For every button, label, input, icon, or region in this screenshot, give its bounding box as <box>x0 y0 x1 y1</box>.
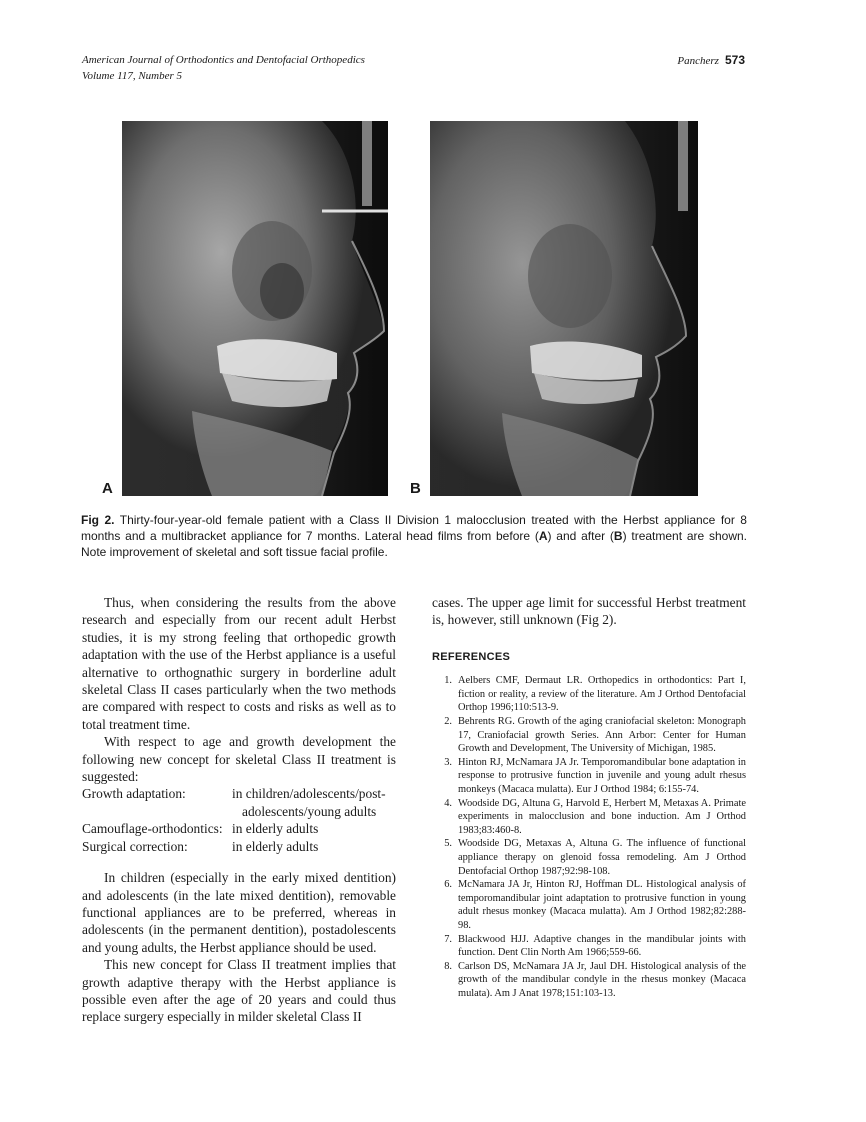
concept-value-line: in children/adolescents/post- <box>232 786 386 802</box>
cephalogram-after <box>430 121 698 496</box>
right-column <box>432 594 746 1000</box>
paragraph-1: Thus, when considering the results from the above research and especially from our recent adult Herbst studies, it is my strong feeling that orthopedic growth adaptation with the use of the Herbst appliance is a useful alternative to orthognathic surgery in borderline adult skeletal Class II cases particularly when the two methods are compared with respect to costs and risks as well as to total treatment time. <box>82 595 396 732</box>
concept-value-line: adolescents/young adults <box>242 803 377 819</box>
author-name: Pancherz <box>677 55 719 67</box>
reference-item <box>432 797 746 838</box>
concept-row <box>82 785 396 820</box>
cephalogram-after-image <box>430 121 698 496</box>
reference-number: 7. <box>444 933 452 945</box>
reference-text: Carlson DS, McNamara JA Jr, Jaul DH. Histological analysis of the growth of the mandibular condyle in the rhesus monkey (Macaca mulata). Am J Anat 1978;151:103-13. <box>458 960 746 999</box>
reference-number: 2. <box>444 716 452 727</box>
reference-text: Hinton RJ, McNamara JA Jr. Temporomandibular bone adaptation in response to protrusive function in juvenile and young adult rhesus monkeys (Macaca mulatta). Eur J Orthod 1984; 6:155-74. <box>458 756 746 795</box>
concept-label: Surgical correction: <box>82 838 188 854</box>
references-list <box>432 674 746 1000</box>
left-column <box>82 594 396 1026</box>
running-header-left <box>82 52 365 84</box>
concept-row <box>82 820 396 837</box>
reference-text: Aelbers CMF, Dermaut LR. Orthopedics in orthodontics: Part I, fiction or reality, a review of the literature. Am J Orthod Dentofacial Orthop 1996;110:513-9. <box>458 675 746 714</box>
reference-text: McNamara JA Jr, Hinton RJ, Hoffman DL. Histological analysis of temporomandibular joint adaptation to protrusive function in young adult rhesus monkey (Macaca mulatta). Am J Orthod 1982;82:288-98. <box>458 879 746 931</box>
journal-name: American Journal of Orthodontics and Dentofacial Orthopedics <box>82 54 365 66</box>
concept-value <box>232 785 396 820</box>
reference-number: 5. <box>444 838 452 850</box>
caption-label: Fig 2. <box>81 513 115 527</box>
page-number: 573 <box>724 53 745 67</box>
running-header-right <box>677 52 745 69</box>
reference-text: Blackwood HJJ. Adaptive changes in the mandibular joints with function. Dent Clin North Am 1966;559-66. <box>458 933 746 959</box>
reference-number: 6. <box>444 879 452 891</box>
caption-ref-b: B <box>613 529 623 543</box>
panel-label-b: B <box>410 480 421 497</box>
paragraph-3: In children (especially in the early mixed dentition) and adolescents (in the late mixed dentition), removable functional appliances are to be preferred, whereas in adolescents (in the permanent dentition), postadolescents and young adults, the Herbst appliance should be used. <box>82 870 396 955</box>
paragraph-4: This new concept for Class II treatment implies that growth adaptive therapy with the Herbst appliance is possible even after the age of 20 years and could thus replace surgery especially in milder skeletal Class II <box>82 957 396 1025</box>
cephalogram-before <box>122 121 388 496</box>
cephalogram-before-image <box>122 121 388 496</box>
treatment-concept-table <box>82 785 396 855</box>
reference-item <box>432 715 746 756</box>
reference-item <box>432 960 746 1001</box>
paragraph-2: With respect to age and growth development the following new concept for skeletal Class II treatment is suggested: <box>82 734 396 785</box>
concept-row <box>82 838 396 855</box>
references-heading: REFERENCES <box>432 650 511 663</box>
journal-volume: Volume 117, Number 5 <box>82 70 183 82</box>
reference-number: 4. <box>444 797 452 809</box>
caption-text-3: ) treatment are shown. Note improvement of skeletal and soft tissue facial profile. <box>81 529 748 559</box>
reference-item <box>432 837 746 878</box>
figure-caption <box>81 512 747 560</box>
caption-text-2: ) and after ( <box>547 529 614 543</box>
reference-item <box>432 933 746 960</box>
concept-label: Growth adaptation: <box>82 786 186 802</box>
reference-item <box>432 756 746 797</box>
reference-text: Behrents RG. Growth of the aging craniofacial skeleton: Monograph 17, Craniofacial growth Series. Ann Arbor: Center for Human Growth and Development, The University of Michigan, 1985. <box>458 716 746 755</box>
caption-ref-a: A <box>538 529 548 543</box>
reference-number: 8. <box>444 960 452 972</box>
reference-item <box>432 674 746 715</box>
reference-item <box>432 878 746 932</box>
concept-label: Camouflage-orthodontics: <box>82 821 223 837</box>
reference-text: Woodside DG, Metaxas A, Altuna G. The influence of functional appliance therapy on glenoid fossa remodeling. Am J Orthod Dentofacial Orthop 1987;92:98-108. <box>458 838 746 877</box>
reference-text: Woodside DG, Altuna G, Harvold E, Herbert M, Metaxas A. Primate experiments in malocclusion and bone induction. Am J Orthod 1983;83:460-8. <box>458 797 746 836</box>
paragraph-4-continued: cases. The upper age limit for successful Herbst treatment is, however, still unknown (Fig 2). <box>432 595 746 628</box>
caption-text-1: Thirty-four-year-old female patient with a Class II Division 1 malocclusion treated with the Herbst appliance for 8 months and a multibracket appliance for 7 months. Lateral head films from before ( <box>81 513 747 543</box>
panel-label-a: A <box>102 480 113 497</box>
reference-number: 3. <box>444 756 452 768</box>
concept-value: in elderly adults <box>232 821 319 837</box>
reference-number: 1. <box>444 675 452 687</box>
concept-value: in elderly adults <box>232 838 319 854</box>
